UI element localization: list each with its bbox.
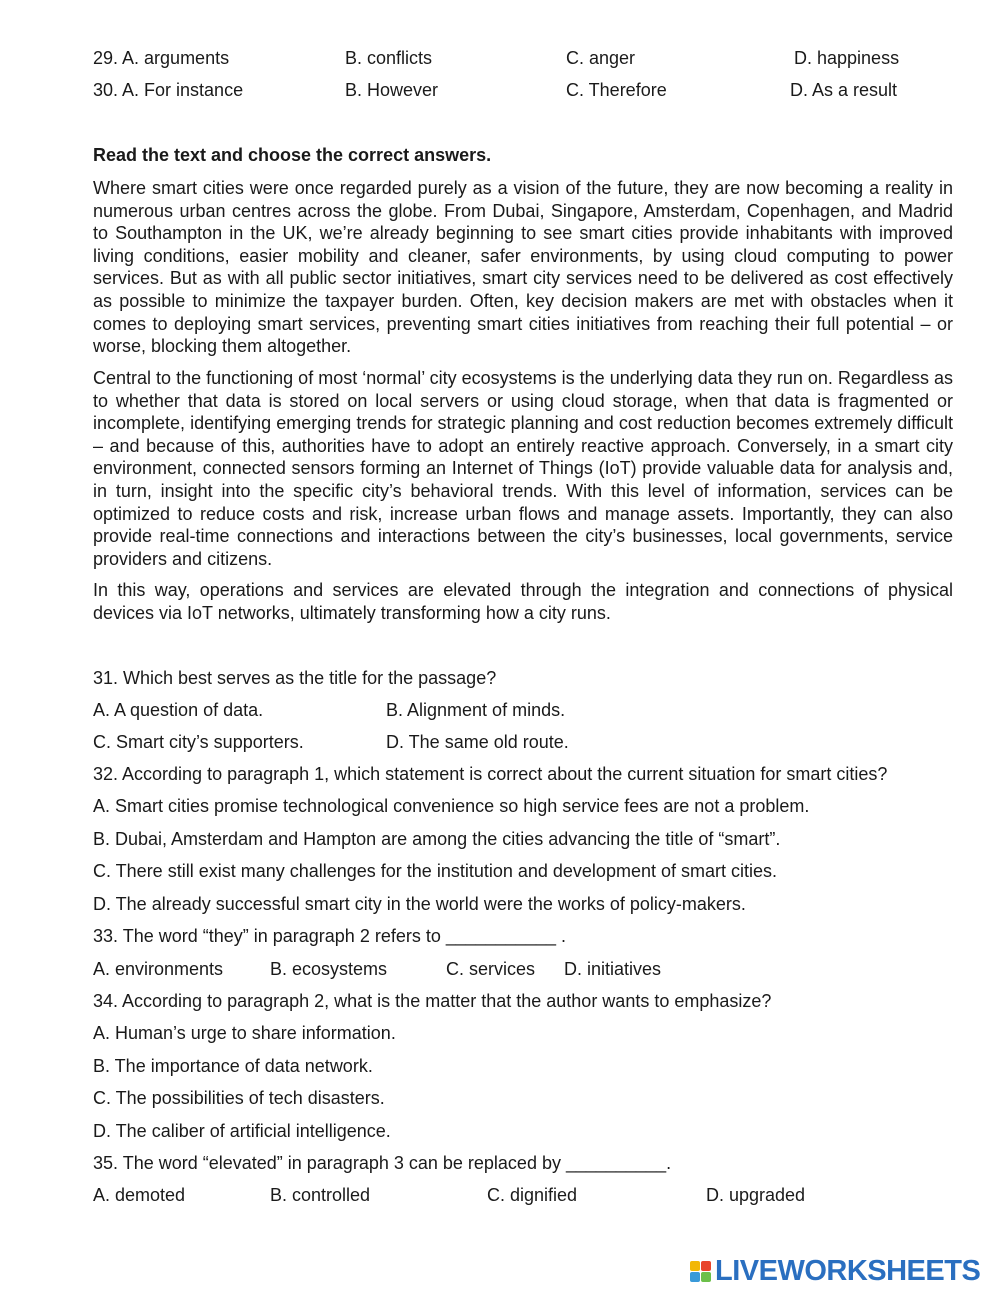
logo-square-3 (690, 1272, 700, 1282)
q34-question: 34. According to paragraph 2, what is the matter that the author wants to emphasize? (93, 991, 772, 1011)
q29-option-b: B. conflicts (345, 48, 433, 68)
liveworksheets-logo-text: LIVEWORKSHEETS (715, 1254, 981, 1287)
q32-option-a: A. Smart cities promise technological convenience so high service fees are not a problem. (93, 796, 810, 816)
q29-option-c: C. anger (566, 48, 636, 68)
q33-option-b: B. ecosystems (270, 959, 388, 979)
q33-option-c: C. services (446, 959, 536, 979)
passage-paragraph-1: Where smart cities were once regarded purely as a vision of the future, they are now becoming a reality in numerous urban centres across the globe. From Dubai, Singapore, Amsterdam, Copenhagen, and Madrid to Southampton in the UK, we’re already beginning to see smart cities provide inhabitants with improved living conditions, easier mobility and cleaner, safer environments, by using cloud computing to power services. But as with all public sector initiatives, smart city services need to be delivered as cost effectively as possible to minimize the taxpayer burden. Often, key decision makers are met with obstacles when it comes to deploying smart services, preventing smart cities initiatives from reaching their full potential – or worse, blocking them altogether. (93, 178, 953, 357)
q32-option-c: C. There still exist many challenges for the institution and development of smart cities. (93, 861, 777, 881)
q35-option-b: B. controlled (270, 1185, 371, 1205)
instruction-heading: Read the text and choose the correct answers. (93, 145, 492, 165)
q31-question: 31. Which best serves as the title for the passage? (93, 668, 497, 688)
q31-option-b: B. Alignment of minds. (386, 700, 566, 720)
q33-option-a: A. environments (93, 959, 224, 979)
logo-square-1 (690, 1261, 700, 1271)
q32-option-d: D. The already successful smart city in the world were the works of policy-makers. (93, 894, 746, 914)
q33-question: 33. The word “they” in paragraph 2 refers to ___________ . (93, 926, 566, 946)
q33-option-d: D. initiatives (564, 959, 662, 979)
q35-option-d: D. upgraded (706, 1185, 806, 1205)
q29-option-d: D. happiness (794, 48, 900, 68)
q30-option-d: D. As a result (790, 80, 898, 100)
liveworksheets-logo-icon (690, 1261, 711, 1282)
q30-option-a: 30. A. For instance (93, 80, 244, 100)
q31-option-c: C. Smart city’s supporters. (93, 732, 304, 752)
logo-square-4 (701, 1272, 711, 1282)
q31-option-d: D. The same old route. (386, 732, 569, 752)
q35-question: 35. The word “elevated” in paragraph 3 can be replaced by __________. (93, 1153, 672, 1173)
q34-option-d: D. The caliber of artificial intelligence. (93, 1121, 391, 1141)
q31-option-a: A. A question of data. (93, 700, 264, 720)
q30-option-c: C. Therefore (566, 80, 667, 100)
q34-option-b: B. The importance of data network. (93, 1056, 373, 1076)
q34-option-c: C. The possibilities of tech disasters. (93, 1088, 385, 1108)
passage-paragraph-2: Central to the functioning of most ‘normal’ city ecosystems is the underlying data they run on. Regardless as to whether that data is stored on local servers or using cloud storage, when that data is fragmented or incomplete, identifying emerging trends for strategic planning and cost reduction becomes extremely difficult – and because of this, authorities have to adopt an entirely reactive approach. Conversely, in a smart city environment, connected sensors forming an Internet of Things (IoT) provide valuable data for analysis and, in turn, insight into the specific city’s behavioral trends. With this level of information, services can be optimized to reduce costs and risk, increase urban flows and manage assets. Importantly, they can also provide real-time connections and interactions between the city’s businesses, local governments, service providers and citizens. (93, 368, 953, 569)
q30-option-b: B. However (345, 80, 439, 100)
logo-square-2 (701, 1261, 711, 1271)
q29-option-a: 29. A. arguments (93, 48, 230, 68)
passage-paragraph-3: In this way, operations and services are elevated through the integration and connections of physical devices via IoT networks, ultimately transforming how a city runs. (93, 580, 953, 623)
liveworksheets-logo (690, 1256, 980, 1286)
q32-question: 32. According to paragraph 1, which statement is correct about the current situation for smart cities? (93, 764, 888, 784)
q34-option-a: A. Human’s urge to share information. (93, 1023, 396, 1043)
q32-option-b: B. Dubai, Amsterdam and Hampton are among the cities advancing the title of “smart”. (93, 829, 781, 849)
q35-option-c: C. dignified (487, 1185, 578, 1205)
q35-option-a: A. demoted (93, 1185, 186, 1205)
